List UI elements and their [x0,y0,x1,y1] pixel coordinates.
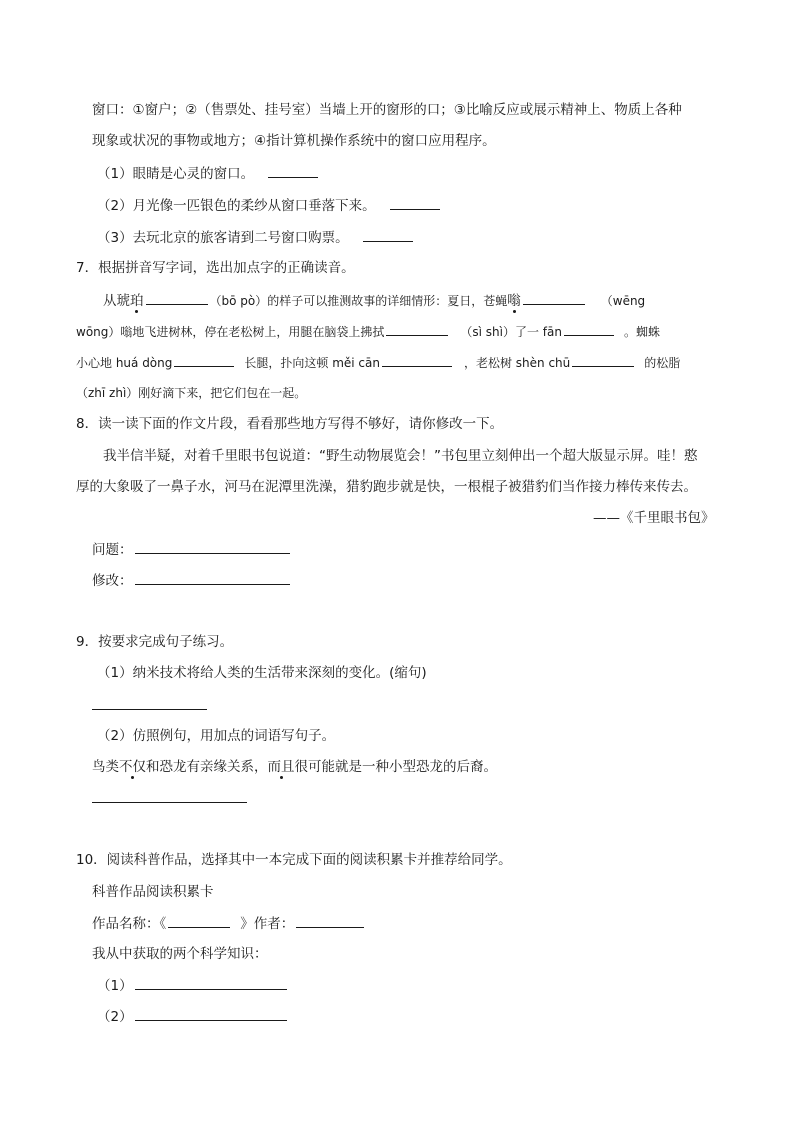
q9-1-answer-line[interactable] [92,709,207,710]
author-blank[interactable] [296,913,364,928]
answer-blank[interactable] [363,227,413,242]
q10-knowledge-2: （2） [97,1006,289,1027]
q9-2-answer-line[interactable] [92,802,247,803]
answer-blank[interactable] [523,290,585,305]
answer-blank[interactable] [564,321,614,336]
answer-blank[interactable] [382,352,452,367]
q8-problem: 问题： [92,539,292,560]
q8-title: 8．读一读下面的作文片段，看看那些地方写得不够好，请你修改一下。 [76,416,504,432]
knowledge-blank[interactable] [135,1006,287,1021]
q9-item-1: （1）纳米技术将给人类的生活带来深刻的变化。(缩句) [97,665,427,681]
q10-card-title: 科普作品阅读积累卡 [92,884,214,900]
q6-item-2: （2）月光像一匹银色的柔纱从窗口垂落下来。 [97,195,442,216]
answer-blank[interactable] [572,352,634,367]
q8-fix: 修改： [92,570,292,591]
q7-line2: wōng）嗡地飞进树林，停在老松树上，用腿在脑袋上拂拭 （sì shì）了一 fān 。蜘蛛 [76,321,660,342]
q7-line1: 从琥珀 （bō pò）的样子可以推测故事的详细情形：夏日，苍蝇嗡 （wēng [103,290,645,311]
q8-paragraph-line2: 厚的大象吸了一鼻子水，河马在泥潭里洗澡，猎豹跑步就是快，一根棍子被猎豹们当作接力棒传来传去。 [76,479,697,495]
work-name-blank[interactable] [168,913,230,928]
q7-line3: 小心地 huá dòng 长腿，扑向这顿 měi cān ，老松树 shèn chū 的松脂 [76,352,680,373]
answer-blank[interactable] [268,163,318,178]
problem-blank[interactable] [135,539,290,554]
q8-source: ——《千里眼书包》 [593,510,715,526]
answer-blank[interactable] [174,352,234,367]
q7-title: 7．根据拼音写字词，选出加点字的正确读音。 [76,260,355,276]
fix-blank[interactable] [135,570,290,585]
q6-definition-line1: 窗口：①窗户；②（售票处、挂号室）当墙上开的窗形的口；③比喻反应或展示精神上、物质上各种 [92,102,682,118]
q10-work-name: 作品名称：《 》作者： [92,913,366,934]
answer-blank[interactable] [390,195,440,210]
answer-blank[interactable] [386,321,448,336]
q7-line4: （zhī zhì）刚好滴下来，把它们包在一起。 [76,386,307,400]
q9-title: 9．按要求完成句子练习。 [76,634,234,650]
q6-item-3: （3）去玩北京的旅客请到二号窗口购票。 [97,227,415,248]
knowledge-blank[interactable] [135,975,287,990]
q10-knowledge: 我从中获取的两个科学知识： [92,946,268,962]
q8-paragraph-line1: 我半信半疑，对着千里眼书包说道：“野生动物展览会！”书包里立刻伸出一个超大版显示屏。哇！憨 [103,448,698,464]
answer-blank[interactable] [146,290,208,305]
q9-example: 鸟类不仅和恐龙有亲缘关系，而且很可能就是一种小型恐龙的后裔。 [92,759,497,775]
q10-title: 10．阅读科普作品，选择其中一本完成下面的阅读积累卡并推荐给同学。 [76,852,512,868]
q9-item-2: （2）仿照例句，用加点的词语写句子。 [97,728,336,744]
q6-item-1: （1）眼睛是心灵的窗口。 [97,163,320,184]
q10-knowledge-1: （1） [97,975,289,996]
q6-definition-line2: 现象或状况的事物或地方；④指计算机操作系统中的窗口应用程序。 [92,133,496,149]
